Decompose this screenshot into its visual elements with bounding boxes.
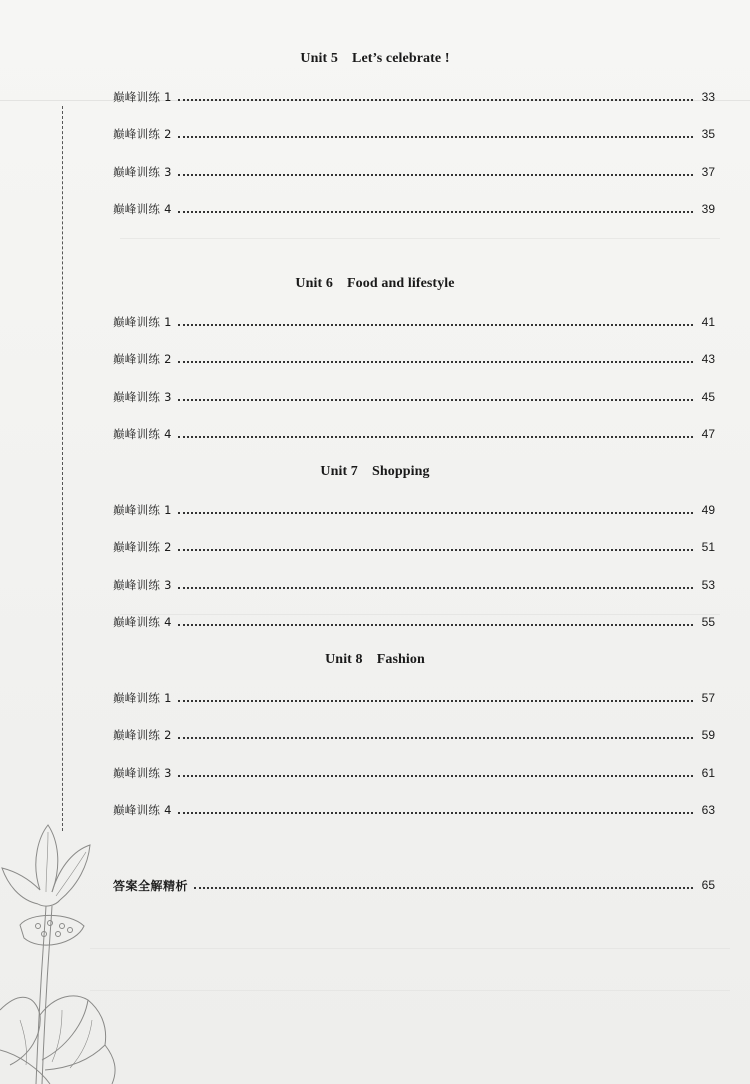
toc-label: 巅峰训练 2	[113, 127, 172, 141]
page-number: 35	[701, 127, 715, 141]
page-number: 49	[701, 503, 715, 517]
page-number: 53	[701, 578, 715, 592]
toc-label: 巅峰训练 3	[113, 766, 172, 780]
dot-leader	[178, 210, 693, 213]
toc-label: 答案全解精析	[113, 878, 189, 893]
page-number: 55	[701, 615, 715, 629]
toc-row[interactable]	[113, 389, 715, 405]
toc-row[interactable]	[113, 502, 715, 518]
page-number: 59	[701, 728, 715, 742]
unit-title: Unit 6 Food and lifestyle	[295, 276, 455, 291]
toc-row[interactable]	[113, 126, 715, 142]
toc-label: 巅峰训练 1	[113, 315, 172, 329]
page-number: 37	[701, 165, 715, 179]
dot-leader	[178, 135, 693, 138]
toc-row-answers[interactable]	[113, 877, 715, 893]
page-number: 41	[701, 315, 715, 329]
toc-label: 巅峰训练 1	[113, 503, 172, 517]
toc-label: 巅峰训练 1	[113, 90, 172, 104]
unit-title: Unit 7 Shopping	[320, 464, 430, 479]
toc-label: 巅峰训练 4	[113, 615, 172, 629]
bleed-through-line	[90, 948, 730, 949]
toc-label: 巅峰训练 3	[113, 578, 172, 592]
page-number: 65	[701, 878, 715, 892]
toc-label: 巅峰训练 3	[113, 165, 172, 179]
toc-label: 巅峰训练 4	[113, 803, 172, 817]
unit-title: Unit 8 Fashion	[325, 652, 425, 667]
toc-label: 巅峰训练 2	[113, 352, 172, 366]
toc-row[interactable]	[113, 164, 715, 180]
toc-label: 巅峰训练 2	[113, 540, 172, 554]
page-number: 43	[701, 352, 715, 366]
toc-row[interactable]	[113, 765, 715, 781]
toc-row[interactable]	[113, 351, 715, 367]
toc-row[interactable]	[113, 539, 715, 555]
dot-leader	[178, 548, 693, 551]
page-number: 33	[701, 90, 715, 104]
dot-leader	[178, 623, 693, 626]
toc-label: 巅峰训练 3	[113, 390, 172, 404]
toc-row[interactable]	[113, 802, 715, 818]
page-number: 39	[701, 202, 715, 216]
dot-leader	[178, 511, 693, 514]
dot-leader	[178, 699, 693, 702]
dot-leader	[178, 435, 693, 438]
dot-leader	[178, 360, 693, 363]
toc-row[interactable]	[113, 201, 715, 217]
lotus-flower-icon	[0, 820, 170, 1084]
toc-row[interactable]	[113, 577, 715, 593]
dot-leader	[178, 398, 693, 401]
toc-row[interactable]	[113, 690, 715, 706]
page-number: 45	[701, 390, 715, 404]
bleed-through-line	[90, 990, 730, 991]
toc-row[interactable]	[113, 426, 715, 442]
dot-leader	[178, 98, 693, 101]
dot-leader	[178, 811, 693, 814]
toc-label: 巅峰训练 4	[113, 427, 172, 441]
page-number: 47	[701, 427, 715, 441]
page-number: 51	[701, 540, 715, 554]
toc-label: 巅峰训练 4	[113, 202, 172, 216]
dot-leader	[178, 173, 693, 176]
dot-leader	[178, 774, 693, 777]
toc-row[interactable]	[113, 89, 715, 105]
dot-leader	[178, 323, 693, 326]
toc-label: 巅峰训练 2	[113, 728, 172, 742]
bleed-through-line	[120, 238, 720, 239]
dot-leader	[178, 586, 693, 589]
dot-leader	[194, 886, 693, 889]
unit-title: Unit 5 Let’s celebrate !	[300, 51, 450, 66]
toc-row[interactable]	[113, 314, 715, 330]
page-number: 61	[701, 766, 715, 780]
page-number: 57	[701, 691, 715, 705]
toc-label: 巅峰训练 1	[113, 691, 172, 705]
dot-leader	[178, 736, 693, 739]
toc-row[interactable]	[113, 614, 715, 630]
toc-row[interactable]	[113, 727, 715, 743]
page-number: 63	[701, 803, 715, 817]
